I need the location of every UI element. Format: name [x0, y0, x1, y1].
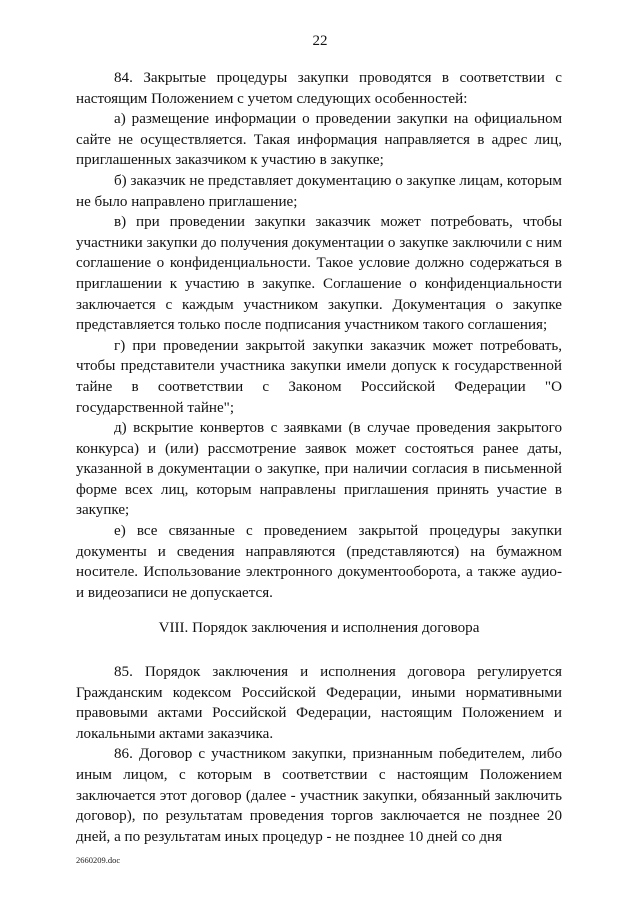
document-body: [76, 68, 562, 847]
clause-a: а) размещение информации о проведении закупки на официальном сайте не осуществляется. Такая информация направляется в адрес лиц, приглашенных заказчиком к участию в закупке;: [76, 111, 562, 169]
clause-e: е) все связанные с проведением закрытой процедуры закупки документы и сведения направляются (представляются) на бумажном носителе. Использование электронного документооборота, а также аудио- и видеозаписи не допускается.: [76, 523, 562, 601]
file-name-footer: 2660209.doc: [76, 855, 121, 865]
section-heading: VIII. Порядок заключения и исполнения договора: [158, 620, 480, 637]
clause-g: г) при проведении закрытой закупки заказчик может потребовать, чтобы представители участника закупки имели допуск к государственной тайне в соответствии с Законом Российской Федерации "О государственной тайне";: [76, 337, 562, 416]
clause-d: д) вскрытие конвертов с заявками (в случае проведения закрытого конкурса) и (или) рассмотрение заявок может состояться ранее даты, указанной в документации о закупке, при наличии согласия в письменной форме всех лиц, которым направлены приглашения принять участие в закупке;: [76, 420, 562, 519]
paragraph-86: 86. Договор с участником закупки, признанным победителем, либо иным лицом, с которым в соответствии с настоящим Положением заключается этот договор (далее - участник закупки, обязанный заключить договор), по результатам проведения торгов заключается не позднее 20 дней, а по результатам иных процедур - не позднее 10 дней со дня: [76, 746, 562, 845]
paragraph-85: 85. Порядок заключения и исполнения договора регулируется Гражданским кодексом Российской Федерации, иными нормативными правовыми актами Российской Федерации, настоящим Положением и локальными актами заказчика.: [76, 664, 562, 742]
clause-b: б) заказчик не представляет документацию о закупке лицам, которым не было направлено приглашение;: [76, 172, 562, 210]
page-number: 22: [312, 33, 328, 49]
paragraph-84: 84. Закрытые процедуры закупки проводятся в соответствии с настоящим Положением с учетом следующих особенностей:: [76, 70, 562, 107]
clause-v: в) при проведении закупки заказчик может потребовать, чтобы участники закупки до получения документации о закупке заключили с ним соглашение о конфиденциальности. Такое условие должно содержаться в приглашении к участию в закупке. Соглашение о конфиденциальности заключается с каждым участником закупки. Документация о закупке представляется только после подписания участником такого соглашения;: [76, 214, 562, 334]
